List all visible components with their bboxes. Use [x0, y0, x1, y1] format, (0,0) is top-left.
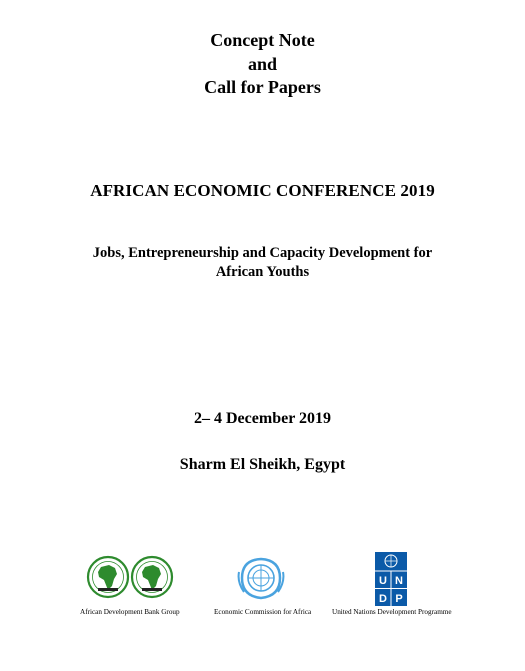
theme-line-1: Jobs, Entrepreneurship and Capacity Development for: [92, 245, 433, 261]
header-line-concept-note: Concept Note: [210, 30, 315, 50]
undp-letter-u: U: [379, 575, 387, 587]
afdb-seal-left-icon: [88, 557, 128, 597]
header-line-call-for-papers: Call for Papers: [204, 77, 321, 97]
undp-caption: United Nations Development Programme: [332, 608, 452, 616]
afdb-logo-icon: [84, 552, 176, 602]
header-line-and: and: [247, 54, 278, 74]
event-dates: 2– 4 December 2019: [194, 410, 331, 427]
afdb-caption: African Development Bank Group: [80, 608, 180, 616]
un-emblem-icon: [236, 554, 286, 602]
undp-letter-n: N: [395, 575, 403, 587]
undp-letter-d: D: [379, 593, 387, 605]
undp-logo-icon: [375, 552, 407, 606]
afdb-seal-right-icon: [132, 557, 172, 597]
conference-title: AFRICAN ECONOMIC CONFERENCE 2019: [90, 181, 435, 200]
eca-caption: Economic Commission for Africa: [214, 608, 312, 616]
theme-line-2: African Youths: [215, 264, 310, 280]
conference-theme: [0, 244, 525, 282]
event-venue: Sharm El Sheikh, Egypt: [179, 456, 346, 473]
undp-letter-p: P: [395, 593, 403, 605]
